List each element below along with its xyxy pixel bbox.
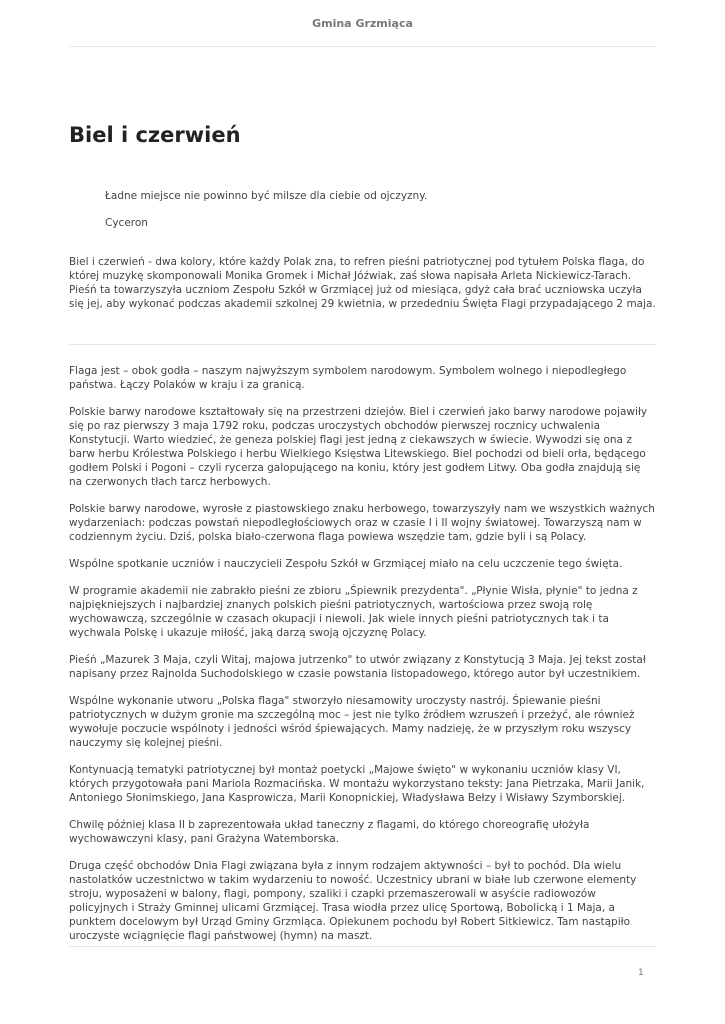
body-paragraph: Chwilę później klasa II b zaprezentowała układ taneczny z flagami, do którego choreografię ułożyła wychowawczyni klasy, pani Grażyna Watemborska. bbox=[69, 819, 590, 845]
body-paragraph: Wspólne spotkanie uczniów i nauczycieli Zespołu Szkół w Grzmiącej miało na celu uczczenie tego święta. bbox=[69, 558, 623, 570]
article-body bbox=[69, 364, 656, 956]
body-paragraph: W programie akademii nie zabrakło pieśni ze zbioru „Śpiewnik prezydenta". „Płynie Wisła, płynie" to jedna z najpiękniejszych i najbardziej znanych polskich pieśni patriotycznych, wartościowa przez swoją rolę wychowawczą, szczególnie w czasach okupacji i niewoli. Jak wiele innych pieśni patriotycznych tak i ta wychwala Polskę i ukazuje miłość, jaką darzą swoją ojczyznę Polacy. bbox=[69, 585, 638, 639]
footer-divider bbox=[69, 946, 656, 947]
body-paragraph: Wspólne wykonanie utworu „Polska flaga" stworzyło niesamowity uroczysty nastrój. Śpiewanie pieśni patriotycznych w dużym gronie ma szczególną moc – jest nie tylko źródłem wzruszeń i przeżyć, ale również wywołuje poczucie wspólnoty i jedności wśród śpiewających. Mamy nadzieję, że w przyszłym roku wszyscy nauczymy się kolejnej pieśni. bbox=[69, 695, 635, 749]
page-number: 1 bbox=[638, 968, 644, 978]
header-divider bbox=[69, 46, 656, 47]
intro-paragraph: Biel i czerwień - dwa kolory, które każdy Polak zna, to refren pieśni patriotycznej pod tytułem Polska flaga, do której muzykę skomponowali Monika Gromek i Michał Jóźwiak, zaś słowa napisała Arleta Nickiewicz-Tarach. Pieśń ta towarzyszyła uczniom Zespołu Szkół w Grzmiącej już od miesiąca, gdyż cała brać uczniowska uczyła się jej, aby wykonać podczas akademii szkolnej 29 kwietnia, w przededniu Święta Flagi przypadającego 2 maja. bbox=[69, 256, 656, 310]
quote-text: Ładne miejsce nie powinno być milsze dla ciebie od ojczyzny. bbox=[105, 190, 428, 202]
body-paragraph: Polskie barwy narodowe kształtowały się na przestrzeni dziejów. Biel i czerwień jako barwy narodowe pojawiły się po raz pierwszy 3 maja 1792 roku, podczas uroczystych obchodów pierwszej rocznicy uchwalenia Konstytucji. Warto wiedzieć, że geneza polskiej flagi jest jedną z ciekawszych w świecie. Wywodzi się ona z barw herbu Królestwa Polskiego i herbu Wielkiego Księstwa Litewskiego. Biel pochodzi od bieli orła, będącego godłem Polski i Pogoni – czyli rycerza galopującego na koniu, który jest godłem Litwy. Oba godła znajdują się na czerwonych tłach tarcz herbowych. bbox=[69, 406, 648, 488]
body-paragraph: Polskie barwy narodowe, wyrosłe z piastowskiego znaku herbowego, towarzyszyły nam we wszystkich ważnych wydarzeniach: podczas powstań niepodległościowych oraz w czasie I i II wojny światowej. Towarzyszą nam w codziennym życiu. Dziś, polska biało-czerwona flaga powiewa wszędzie tam, gdzie byli i są Polacy. bbox=[69, 503, 655, 543]
content-divider bbox=[69, 344, 656, 345]
article-title: Biel i czerwień bbox=[69, 123, 241, 147]
body-paragraph: Pieśń „Mazurek 3 Maja, czyli Witaj, majowa jutrzenko" to utwór związany z Konstytucją 3 Maja. Jej tekst został napisany przez Rajnolda Suchodolskiego w czasie powstania listopadowego, którego autor był uczestnikiem. bbox=[69, 654, 646, 680]
body-paragraph: Kontynuacją tematyki patriotycznej był montaż poetycki „Majowe święto" w wykonaniu uczniów klasy VI, których przygotowała pani Mariola Rozmacińska. W montażu wykorzystano teksty: Jana Pietrzaka, Marii Janik, Antoniego Słonimskiego, Jana Kasprowicza, Marii Konopnickiej, Władysława Bełzy i Wisławy Szymborskiej. bbox=[69, 764, 645, 804]
body-paragraph: Flaga jest – obok godła – naszym najwyższym symbolem narodowym. Symbolem wolnego i niepodległego państwa. Łączy Polaków w kraju i za granicą. bbox=[69, 365, 627, 391]
body-paragraph: Druga część obchodów Dnia Flagi związana była z innym rodzajem aktywności – był to pochód. Dla wielu nastolatków uczestnictwo w takim wydarzeniu to nowość. Uczestnicy ubrani w białe lub czerwone elementy stroju, wyposażeni w balony, flagi, pompony, szaliki i czapki przemaszerowali w asyście radiowozów policyjnych i Straży Gminnej ulicami Grzmiącej. Trasa wiodła przez ulicę Sportową, Bobolicką i 1 Maja, a punktem docelowym był Urząd Gminy Grzmiąca. Opiekunem pochodu był Robert Sitkiewicz. Tam nastąpiło uroczyste wciągnięcie flagi państwowej (hymn) na maszt. bbox=[69, 860, 637, 942]
quote-author: Cyceron bbox=[105, 217, 148, 229]
site-header-title: Gmina Grzmiąca bbox=[312, 17, 413, 30]
